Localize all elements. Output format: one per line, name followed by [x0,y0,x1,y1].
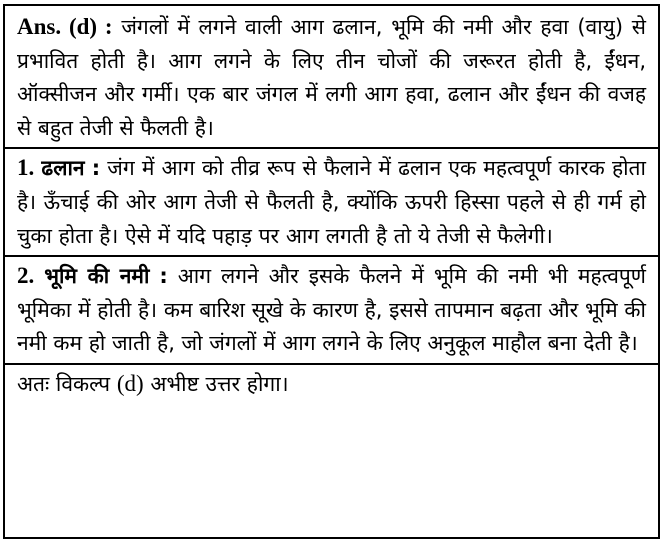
section-divider [5,255,658,257]
conclusion-prefix: अतः विकल्प [17,371,111,396]
answer-paragraph [17,10,646,145]
conclusion-option: (d) [116,370,144,396]
point-2-heading: भूमि की नमी [44,264,150,289]
point-2-paragraph [17,259,646,361]
point-2-text: आग लगने और इसके फैलने में भूमि की नमी भी महत्वपूर्ण भूमिका में होती है। कम बारिश सूखे के कारण है, इससे तापमान बढ़ता और भूमि की नमी कम हो जाती है, जो जंगलों में आग लगने के लिए अनुकूल माहौल बना देती है। [17,264,646,356]
point-1-heading: ढलान [41,156,85,181]
point-1-number: 1. [17,155,35,181]
conclusion-paragraph [17,367,646,402]
point-1-colon: : [91,156,101,181]
section-divider [5,363,658,365]
point-1-paragraph [17,151,646,253]
point-1-text: जंग में आग को तीव्र रूप से फैलाने में ढलान एक महत्वपूर्ण कारक होता है। ऊँचाई की ओर आग तेजी से फैलती है, क्योंकि ऊपरी हिस्सा पहले से ही गर्म हो चुका होता है। ऐसे में यदि पहाड़ पर आग लगती है तो ये तेजी से फैलेगी। [17,156,646,248]
section-divider [5,147,658,149]
answer-box [3,4,660,539]
answer-label: Ans. (d) : [17,14,113,39]
conclusion-suffix: अभीष्ट उत्तर होगा। [150,371,289,396]
point-2-number: 2. [17,263,35,289]
answer-text: जंगलों में लगने वाली आग ढलान, भूमि की नमी और हवा (वायु) से प्रभावित होती है। आग लगने के लिए तीन चोजों की जरूरत होती है, ईंधन, ऑक्सीजन और गर्मी। एक बार जंगल में लगी आग हवा, ढलान और ईंधन की वजह से बहुत तेजी से फैलती है। [17,15,647,140]
point-1-section [17,151,646,253]
conclusion-section [17,367,646,402]
point-2-section [17,259,646,361]
point-2-colon: : [159,264,168,289]
answer-section [17,10,646,145]
